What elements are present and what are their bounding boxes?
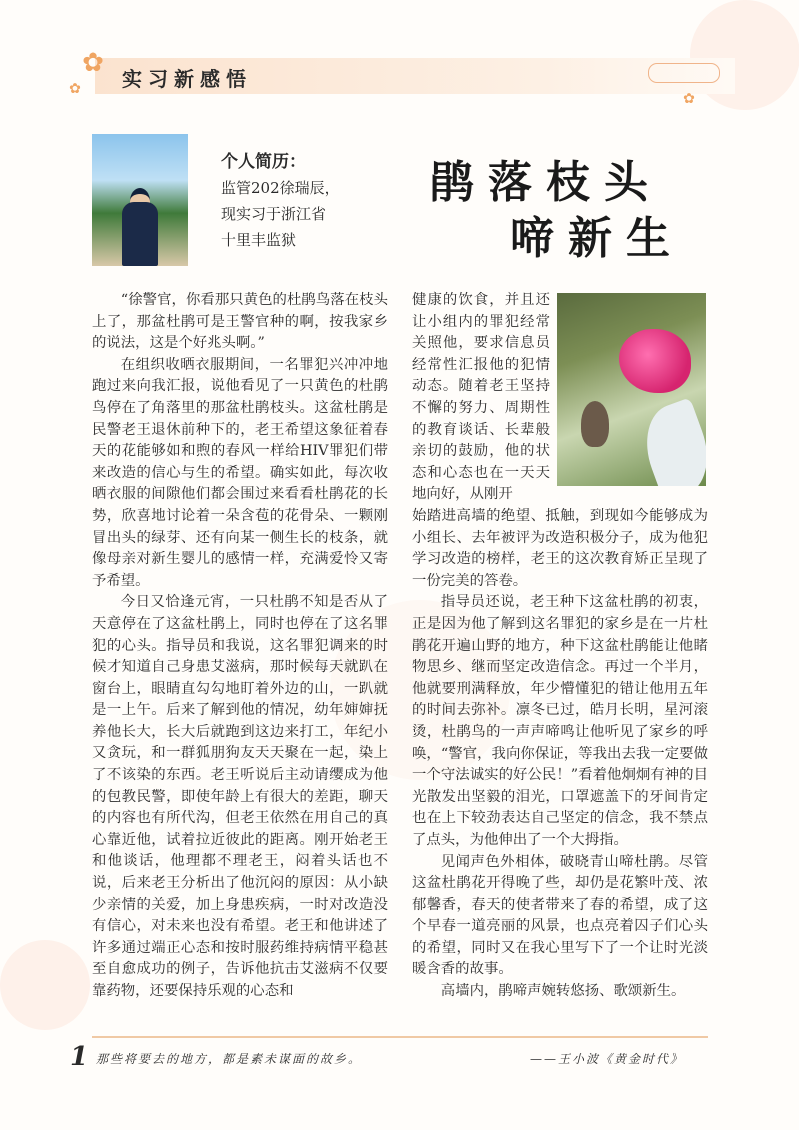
paragraph: 在组织收晒衣服期间，一名罪犯兴冲冲地跑过来向我汇报，说他看见了一只黄色的杜鹃鸟停在了角落里的那盆杜鹃枝头。这盆杜鹃是民警老王退休前种下的，老王希望这象征着春天的花能够如和煦的春风一样给HIV罪犯们带来改造的信心与生的希望。确实如此，每次收晒衣服的间隙他们都会围过来看看杜鹃花的长势，欣喜地讨论着一朵含苞的花骨朵、一颗刚冒出头的绿芽、还有向某一侧生长的枝条，就像母亲对新生婴儿的感情一样，充满爱怜又寄予希望。 (92, 356, 388, 589)
footer-quote: 那些将要去的地方，都是素未谋面的故乡。 (96, 1052, 363, 1066)
portrait-figure (122, 202, 158, 266)
bird (581, 401, 609, 447)
bio-heading: 个人简历： (221, 152, 306, 172)
azalea-flower (619, 329, 691, 393)
headline-line-2: 啼新生 (510, 213, 684, 264)
bio-line: 现实习于浙江省 (221, 205, 327, 223)
right-column (412, 506, 708, 1003)
paragraph: 健康的饮食，并且还让小组内的罪犯经常关照他，要求信息员经常性汇报他的犯情动态。随着老王坚持不懈的努力、周期性的教育谈话、长辈般亲切的鼓励，他的状态和心态也在一天天地向好，从刚开 (412, 292, 550, 503)
left-column (92, 290, 388, 1003)
paragraph: 见闻声色外相体，破晓青山啼杜鹃。尽管这盆杜鹃花开得晚了些，却仍是花繁叶茂、浓郁馨香，春天的使者带来了春的希望，成了这个早春一道亮丽的风景，也点亮着囚子们心头的希望，同时又在我心里写下了一个让时光淡暖含香的故事。 (412, 853, 708, 978)
header-decoration (648, 63, 720, 83)
paragraph: 今日又恰逢元宵，一只杜鹃不知是否从了天意停在了这盆杜鹃上，同时也停在了这名罪犯的心头。指导员和我说，这名罪犯调来的时候才知道自己身患艾滋病，那时候每天就趴在窗台上，眼睛直勾勾地盯着外边的山，一趴就是一上午。后来了解到他的情况，幼年婶婶抚养他长大，长大后就跑到这边来打工，年纪小又贪玩，和一群狐朋狗友天天聚在一起，染上了不该染的东西。老王听说后主动请缨成为他的包教民警，即使年龄上有很大的差距，聊天的内容也有所代沟，但老王依然在用自己的真心靠近他，试着拉近彼此的距离。刚开始老王和他谈话，他理都不理老王，闷着头话也不说，后来老王分析出了他沉闷的原因：从小缺少亲情的关爱，加上身患疾病，一时对改造没有信心，对未来也没有希望。老王和他讲述了许多通过端正心态和按时服药维持病情平稳甚至自愈成功的例子，告诉他抗击艾滋病不仅要靠药物，还要保持乐观的心态和 (92, 594, 388, 999)
footer-divider (92, 1036, 708, 1038)
right-column-top (412, 290, 550, 506)
blossom-icon: ✿ (683, 91, 695, 107)
paragraph: 指导员还说，老王种下这盆杜鹃的初衷，正是因为他了解到这名罪犯的家乡是在一片杜鹃花开遍山野的地方，种下这盆杜鹃能让他睹物思乡、继而坚定改造信念。再过一个半月，他就要刑满释放，年少懵懂犯的错让他用五年的时间去弥补。凛冬已过，皓月长明，星河滚烫，杜鹃鸟的一声声啼鸣让他听见了家乡的呼唤，“警官，我向你保证，等我出去我一定要做一个守法诚实的好公民！”看着他炯炯有神的目光散发出坚毅的泪光，口罩遮盖下的牙间肯定也在上下较劲表达自己坚定的信念，我不禁点了点头，为他伸出了一个大拇指。 (412, 594, 708, 848)
portrait-photo (92, 134, 188, 266)
paragraph: 始踏进高墙的绝望、抵触，到现如今能够成为小组长、去年被评为改造积极分子，成为他犯学习改造的榜样，老王的这次教育矫正呈现了一份完美的答卷。 (412, 508, 708, 589)
blossom-icon: ✿ (82, 48, 104, 78)
bio-line: 十里丰监狱 (221, 231, 297, 249)
headline-line-1: 鹃落枝头 (430, 157, 662, 208)
leaf (633, 397, 706, 486)
paragraph: “徐警官，你看那只黄色的杜鹃鸟落在枝头上了，那盆杜鹃可是王警官种的啊，按我家乡的说法，这是个好兆头啊。” (92, 292, 388, 352)
paragraph: 高墙内，鹃啼声婉转悠扬、歌颂新生。 (440, 983, 686, 1000)
background-blossom (0, 940, 90, 1030)
section-title: 实习新感悟 (122, 67, 252, 91)
footer-attribution: ——王小波《黄金时代》 (530, 1052, 685, 1066)
blossom-icon: ✿ (69, 81, 81, 97)
page-number: 1 (70, 1042, 89, 1072)
bio-line: 监管202徐瑞辰， (221, 179, 340, 197)
azalea-bird-photo (557, 293, 706, 486)
